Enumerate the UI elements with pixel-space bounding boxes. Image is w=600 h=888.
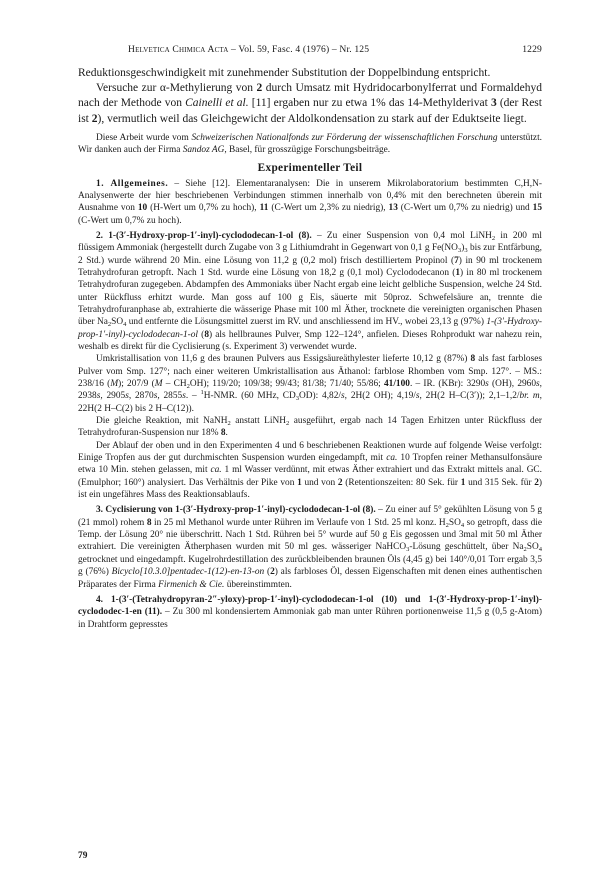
- text: (: [264, 567, 271, 578]
- text: H-NMR. (60 MHz, CD: [203, 391, 296, 402]
- text: übereinstimmten.: [224, 579, 292, 590]
- funder-name: Schweizerischen Nationalfonds zur Förderung der wissenschaftlichen Forschung: [191, 132, 498, 143]
- subscript: 4: [538, 546, 542, 554]
- text: , 22H(2 H–C(2) bis 2 H–C(12)).: [78, 391, 543, 414]
- subscript: 2: [227, 420, 231, 428]
- italic-symbol: s: [153, 391, 158, 402]
- text: und 315 Sek. für: [465, 477, 535, 488]
- text: so getropft, dass die Temp. der Lösung 20° nie überschritt. Nach 1 Std. Rühren bei 5° wurde auf 50 g Eis gegossen und 3mal mit 50 ml Äther extrahiert. Die vereinigten Ätherphasen wurden mit 50 ml ges. wässeriger NaHCO: [78, 517, 542, 553]
- experiment-1: [78, 178, 542, 227]
- text: (C-Wert um 0,7% zu hoch).: [78, 215, 182, 226]
- compound-ref: 2: [534, 477, 539, 488]
- article-body: [78, 66, 542, 631]
- text: ausgeführt, ergab nach 14 Tagen Erhitzen unter Rückfluss der Tetrahydrofuran-Suspension nur 18%: [78, 416, 542, 439]
- italic-symbol: s: [182, 391, 186, 402]
- italic-symbol: s: [536, 379, 540, 389]
- text: -Lösung geschüttelt, über Na: [409, 542, 524, 553]
- subscript: 2: [491, 234, 496, 242]
- text: in 25 ml Methanol wurde unter Rühren im Verlaufe von 1 Std. 25 ml konz. H: [151, 517, 446, 528]
- compound-ref: 1: [455, 267, 461, 278]
- text: , 2870: [128, 391, 154, 402]
- subscript: 4: [460, 521, 465, 529]
- text: ): [461, 243, 465, 254]
- compound-ref: 2: [337, 477, 343, 488]
- italic-symbol: s: [415, 391, 420, 402]
- experiment-heading: 2. 1-(3′-Hydroxy-prop-1′-inyl)-cyclododecan-1-ol (8).: [96, 230, 312, 241]
- journal-name: Helvetica Chimica Acta: [128, 44, 229, 55]
- text: – CH: [162, 379, 187, 389]
- italic-symbol: br. m: [519, 391, 540, 402]
- experiment-2: [78, 230, 542, 353]
- experiment-heading: 3. Cyclisierung von 1-(3′-Hydroxy-prop-1′-inyl)-cyclododecan-1-ol (8).: [96, 505, 376, 516]
- subscript: 2: [445, 521, 449, 529]
- compound-ref: 2: [256, 82, 263, 95]
- text: ); 207/9 (: [118, 379, 155, 389]
- subscript: 4: [123, 321, 127, 329]
- italic-symbol: M: [154, 379, 163, 389]
- italic-symbol: s: [96, 391, 101, 402]
- compound-ref: 10: [137, 203, 148, 214]
- experiment-2-recrystallization: [78, 353, 542, 415]
- compound-ref: 7: [454, 255, 459, 266]
- text: (Retentionszeiten: 80 Sek. für: [342, 477, 461, 488]
- text: ) ist ein ungefähres Mass des Reaktionsablaufs.: [78, 477, 543, 501]
- text: .: [225, 428, 228, 439]
- text: – Zu einer Suspension von 0,4 mol LiNH: [311, 230, 492, 241]
- company-name: Firmenich & Cie.: [158, 579, 225, 590]
- compound-ref: 3: [490, 97, 497, 110]
- compound-ref: 8: [220, 428, 226, 439]
- text: SO: [448, 517, 461, 528]
- italic-abbrev: ca.: [210, 465, 222, 476]
- text: OH); 119/20; 109/38; 99/43; 81/38; 71/40; 55/86;: [189, 379, 384, 389]
- compound-ref: 11: [259, 203, 269, 214]
- intro-text: Reduktionsgeschwindigkeit mit zunehmender Substitution der Doppelbindung entspricht.: [78, 67, 491, 79]
- subscript: 2: [523, 546, 527, 554]
- text: , Basel, für grosszügige Forschungsbeiträge.: [224, 145, 391, 156]
- italic-symbol: s: [125, 391, 129, 402]
- italic-symbol: s: [485, 379, 489, 389]
- journal-citation: [128, 44, 369, 55]
- text: SO: [526, 542, 539, 553]
- text: ), vermutlich weil das Gleichgewicht der Aldolkondensation zu stark auf der Eduktseite liegt.: [97, 112, 527, 125]
- compound-ref: 8: [470, 354, 476, 365]
- text: , 2905: [100, 391, 126, 402]
- text: Diese Arbeit wurde vom: [96, 132, 192, 143]
- experiment-2-monitoring: [78, 440, 542, 502]
- section-heading: Experimenteller Teil: [257, 161, 363, 174]
- subscript: 3: [406, 546, 410, 554]
- text: [11] ergaben nur zu etwa 1% das 14-Methylderivat: [248, 97, 491, 110]
- compound-ref: 1: [297, 477, 302, 488]
- running-header: [78, 44, 542, 58]
- subscript: 3: [295, 395, 300, 403]
- text: ) als hellbraunes Pulver, Smp 122–124°, anfielen. Dieses Rohprodukt war nahezu rein, weshalb es direkt für die Cyclisierung (s. Experiment 3) verwendet wurde.: [78, 329, 542, 352]
- text: und von: [301, 477, 338, 488]
- text: – Zu einer auf 5° gekühlten Lösung von 5 g (21 mmol) rohem: [78, 505, 542, 528]
- compound-ref: 8: [204, 329, 209, 340]
- text: (der Rest ist: [78, 97, 542, 125]
- text: anstatt LiNH: [230, 416, 286, 427]
- text: , 2855: [157, 391, 183, 402]
- italic-abbrev: ca.: [386, 453, 398, 464]
- superscript: 1: [200, 389, 204, 397]
- compound-ref: 1: [460, 477, 466, 488]
- text: OD): 4,82/: [299, 391, 342, 402]
- text: – Siehe [12]. Elementaranalysen: Die in unserem Mikrolaboratorium bestimmten C,H,N-Analysenwerte der hier beschriebenen Verbindungen stimmen innerhalb von 0,4% mit den berechneten überein mit Ausnahme von: [78, 178, 543, 214]
- text: als fast farbloses Pulver vom Smp. 127°; nach einer weiteren Umkristallisation aus Äthanol: farblose Rhomben vom Smp. 127°. – MS.: 238/16 (: [78, 354, 543, 389]
- subscript: 2: [107, 321, 112, 329]
- text: . – IR. (KBr): 3290: [409, 379, 486, 389]
- text: 10 Tropfen reiner Methansulfonsäure etwa 10 Min. stehen gelassen, mit: [78, 453, 542, 476]
- subscript: 2: [286, 420, 290, 428]
- paragraph-methylation: [78, 81, 542, 127]
- italic-symbol: M: [110, 379, 119, 389]
- text: ) als farbloses Öl, dessen Eigenschaften mit denen eines authentischen Präparates der Firma: [78, 567, 542, 590]
- base-peak: 41/100: [383, 379, 410, 389]
- subscript: 2: [186, 383, 190, 390]
- text: . –: [185, 391, 201, 402]
- company-name: Sandoz AG: [182, 145, 225, 156]
- text: 1 ml Wasser verdünnt, mit etwas Äther extrahiert und das Extrakt mittels anal. GC. (Emulphor; 160°) analysiert. Das Verhältnis der Pike von: [78, 465, 543, 488]
- text: durch Umsatz mit Hydridocarbonylferrat und Formaldehyd nach der Methode von: [78, 82, 542, 110]
- issue-info: – Vol. 59, Fasc. 4 (1976) – Nr. 125: [228, 44, 370, 55]
- text: Die gleiche Reaktion, mit NaNH: [96, 416, 228, 427]
- compound-name: 1-(3′-Hydroxy-prop-1′-inyl)-cyclododecan-1-ol: [78, 317, 542, 340]
- experiment-2-nanh2: [78, 415, 542, 440]
- text: bis zur Entfärbung, 2 Std.) wurde während 20 Min. eine Lösung von 11,2 g (0,2 mol) frisch destilliertem Propinol (: [78, 243, 542, 266]
- compound-ref: 15: [532, 203, 542, 214]
- text: in 200 ml flüssigem Ammoniak (hergestellt durch Zugabe von 3 g Lithiumdraht in Gegenwart von 0,1 g Fe(NO: [78, 230, 543, 254]
- compound-ref: 2: [270, 567, 275, 578]
- paragraph-intro-end: [78, 66, 542, 81]
- text: Der Ablauf der oben und in den Experimenten 4 und 6 beschriebenen Reaktionen wurde auf folgende Weise verfolgt: Einige Tropfen aus der gut durchmischten Suspension wurden eingedampft, mit: [78, 440, 542, 464]
- footer-number: 79: [78, 851, 88, 861]
- author-ref: Cainelli et al.: [185, 97, 249, 110]
- compound-ref: 8: [146, 517, 152, 528]
- text: und entfernte die Lösungsmittel zuerst im RV. und anschliessend im HV., wobei 23,13 g (97%): [126, 317, 487, 328]
- compound-ref: 2: [91, 112, 98, 125]
- experiment-heading: 1. Allgemeines.: [96, 178, 169, 189]
- experiment-3: [78, 504, 542, 590]
- compound-name: Bicyclo[10.3.0]pentadec-1(12)-en-13-on: [111, 567, 265, 578]
- text: , 2H(2 H–C(3′)); 2,1–1,2/: [419, 391, 520, 402]
- compound-ref: 13: [388, 203, 398, 214]
- italic-symbol: s: [341, 391, 345, 402]
- text: Versuche zur α-Methylierung von: [96, 82, 257, 95]
- text: Umkristallisation von 11,6 g des braunen Pulvers aus Essigsäureäthylester lieferte 10,12 g (87%): [96, 354, 471, 365]
- text: SO: [111, 317, 124, 328]
- experiment-heading: 4. 1-(3′-(Tetrahydropyran-2″-yloxy)-prop-1′-inyl)-cyclododecan-1-ol (10) und 1-(3′-Hydroxy-prop-1′-inyl)-cyclododec-1-en (11).: [78, 594, 542, 618]
- text: (C-Wert um 0,7% zu niedrig) und: [397, 203, 533, 214]
- text: ) in 80 ml trockenem Tetrahydrofuran zugegeben. Abdampfen des Ammoniaks über Nacht ergab eine leicht gelbliche Suspension, welche 24 Std. unter Rückfluss erhitzt wurde. Man goss auf 100 g Eis, säuerte mit 50proz. Schwefelsäure an, trennte die Tetrahydrofuranphase ab, extrahierte die wässerige Phase mit 100 ml Äther, trocknete die vereinigten organischen Phasen über Na: [78, 267, 542, 328]
- subscript: 3: [457, 247, 462, 255]
- text: (H-Wert um 0,7% zu hoch),: [147, 203, 260, 214]
- text: (C-Wert um 2,3% zu niedrig),: [268, 203, 389, 214]
- subscript: 3: [464, 247, 468, 255]
- text: (: [198, 329, 205, 340]
- text: – Zu 300 ml kondensiertem Ammoniak gab man unter Rühren portionenweise 11,5 g (0,5 g-Atom) in Drahtform gepresstes: [78, 607, 542, 630]
- text: , 2938: [78, 379, 543, 402]
- text: , 2H(2 OH); 4,19/: [344, 391, 416, 402]
- acknowledgement: [78, 132, 542, 157]
- text: ) in 90 ml trockenem Tetrahydrofuran getropft. Nach 1 Std. wurde eine Lösung von 18,2 g (0,1 mol) Cyclododecanon (: [78, 255, 542, 278]
- experiment-4: [78, 594, 542, 631]
- text: getrocknet und eingedampft. Kugelrohrdestillation des zurückbleibenden braunen Öls (4,45 g) bei 140°/0,01 Torr ergab 3,5 g (76%): [78, 554, 542, 578]
- text: (OH), 2960: [488, 379, 537, 389]
- page-number: 1229: [522, 44, 542, 55]
- text: unterstützt. Wir danken auch der Firma: [78, 132, 543, 156]
